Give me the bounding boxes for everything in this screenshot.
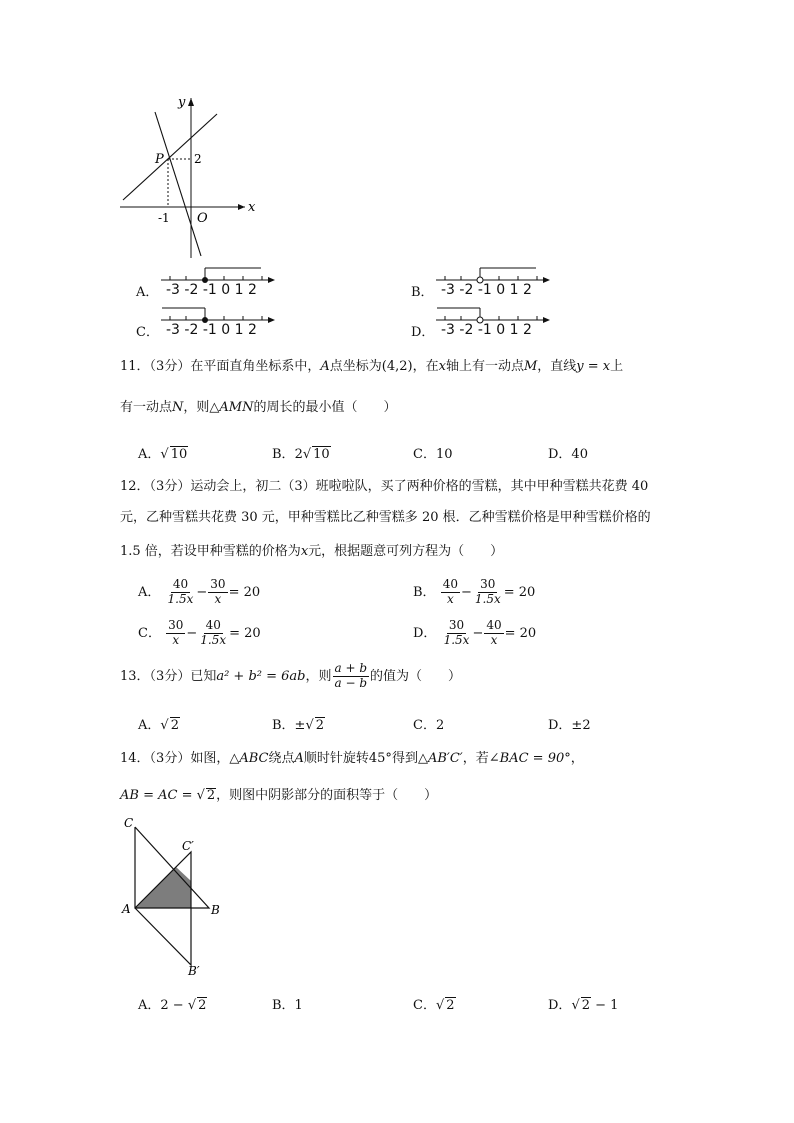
q12-line3: 1.5 倍，若设甲种雪糕的价格为x元，根据题意可列方程为（ ） bbox=[120, 544, 504, 559]
point-p-label: P bbox=[155, 152, 164, 167]
q14-line1: 14．（3分）如图，△ABC绕点A顺时针旋转45°得到△AB′C′，若∠BAC = 90°， bbox=[120, 751, 584, 766]
option-letter: C． bbox=[136, 325, 159, 340]
option-letter: D． bbox=[411, 325, 435, 340]
q13-stem: 13．（3分）已知a² + b² = 6ab，则 $\frac{a + b}{a - b}$ 的值为（ ） bbox=[120, 661, 462, 690]
q12-option-c[interactable]: C． $\frac{30}{x}$ − $\frac{40}{1.5x}$ = 20 bbox=[138, 618, 261, 647]
q12-option-b[interactable]: B． $\frac{40}{x}$ − $\frac{30}{1.5x}$ = 20 bbox=[413, 577, 536, 606]
numberline-option-b[interactable] bbox=[411, 262, 561, 302]
vertex-b-label: B bbox=[211, 903, 220, 917]
q11-option-a[interactable]: A．√ 10 bbox=[138, 447, 188, 462]
vertex-a-label: A bbox=[122, 902, 131, 916]
q14-option-c[interactable]: C．√ 2 bbox=[413, 998, 455, 1013]
q11-line1: 11．（3分）在平面直角坐标系中，A点坐标为(4,2)，在x轴上有一动点M，直线y = x上 bbox=[120, 359, 624, 374]
numberline-option-d[interactable] bbox=[411, 302, 561, 342]
q14-option-d[interactable]: D．√ 2 − 1 bbox=[548, 998, 619, 1013]
x-value-label: -1 bbox=[158, 211, 170, 225]
q11-option-c[interactable]: C．10 bbox=[413, 447, 453, 462]
x-axis-label: x bbox=[248, 200, 256, 215]
y-axis-label: y bbox=[178, 95, 186, 110]
numberline-option-c[interactable] bbox=[136, 302, 286, 342]
vertex-c-prime-label: C′ bbox=[182, 839, 194, 853]
q13-option-a[interactable]: A．√ 2 bbox=[138, 718, 179, 733]
origin-label: O bbox=[197, 211, 208, 226]
q12-line1: 12．（3分）运动会上，初二（3）班啦啦队，买了两种价格的雪糕，其中甲种雪糕共花费 40 bbox=[120, 479, 649, 494]
numberline-option-a[interactable] bbox=[136, 262, 286, 302]
q12-option-a[interactable]: A． $\frac{40}{1.5x}$ − $\frac{30}{x}$ = 20 bbox=[138, 577, 261, 606]
q14-option-a[interactable]: A．2 − √ 2 bbox=[138, 998, 207, 1013]
q14-option-b[interactable]: B．1 bbox=[272, 998, 303, 1013]
q11-line2: 有一动点N，则△AMN的周长的最小值（ ） bbox=[120, 400, 397, 415]
q11-option-d[interactable]: D．40 bbox=[548, 447, 588, 462]
option-letter: A． bbox=[136, 285, 159, 300]
q13-option-b[interactable]: B．±√ 2 bbox=[272, 718, 325, 733]
q13-option-d[interactable]: D．±2 bbox=[548, 718, 591, 733]
numberline-ticks: -3 -2 -1 0 1 2 bbox=[441, 282, 532, 298]
q14-line2: AB = AC = √ 2，则图中阴影部分的面积等于（ ） bbox=[120, 788, 438, 803]
q13-option-c[interactable]: C．2 bbox=[413, 718, 445, 733]
vertex-b-prime-label: B′ bbox=[188, 964, 200, 978]
q12-option-d[interactable]: D． $\frac{30}{1.5x}$ − $\frac{40}{x}$ = 20 bbox=[413, 618, 537, 647]
numberline-ticks: -3 -2 -1 0 1 2 bbox=[166, 282, 257, 298]
numberline-ticks: -3 -2 -1 0 1 2 bbox=[166, 322, 257, 338]
vertex-c-label: C bbox=[124, 816, 134, 830]
option-letter: B． bbox=[411, 285, 434, 300]
rotation-figure bbox=[118, 815, 233, 980]
numberline-ticks: -3 -2 -1 0 1 2 bbox=[441, 322, 532, 338]
coordinate-graph bbox=[115, 90, 265, 265]
y-value-label: 2 bbox=[194, 152, 202, 166]
q12-line2: 元，乙种雪糕共花费 30 元，甲种雪糕比乙种雪糕多 20 根．乙种雪糕价格是甲种雪糕价格的 bbox=[120, 510, 651, 525]
q11-option-b[interactable]: B．2√ 10 bbox=[272, 447, 330, 462]
